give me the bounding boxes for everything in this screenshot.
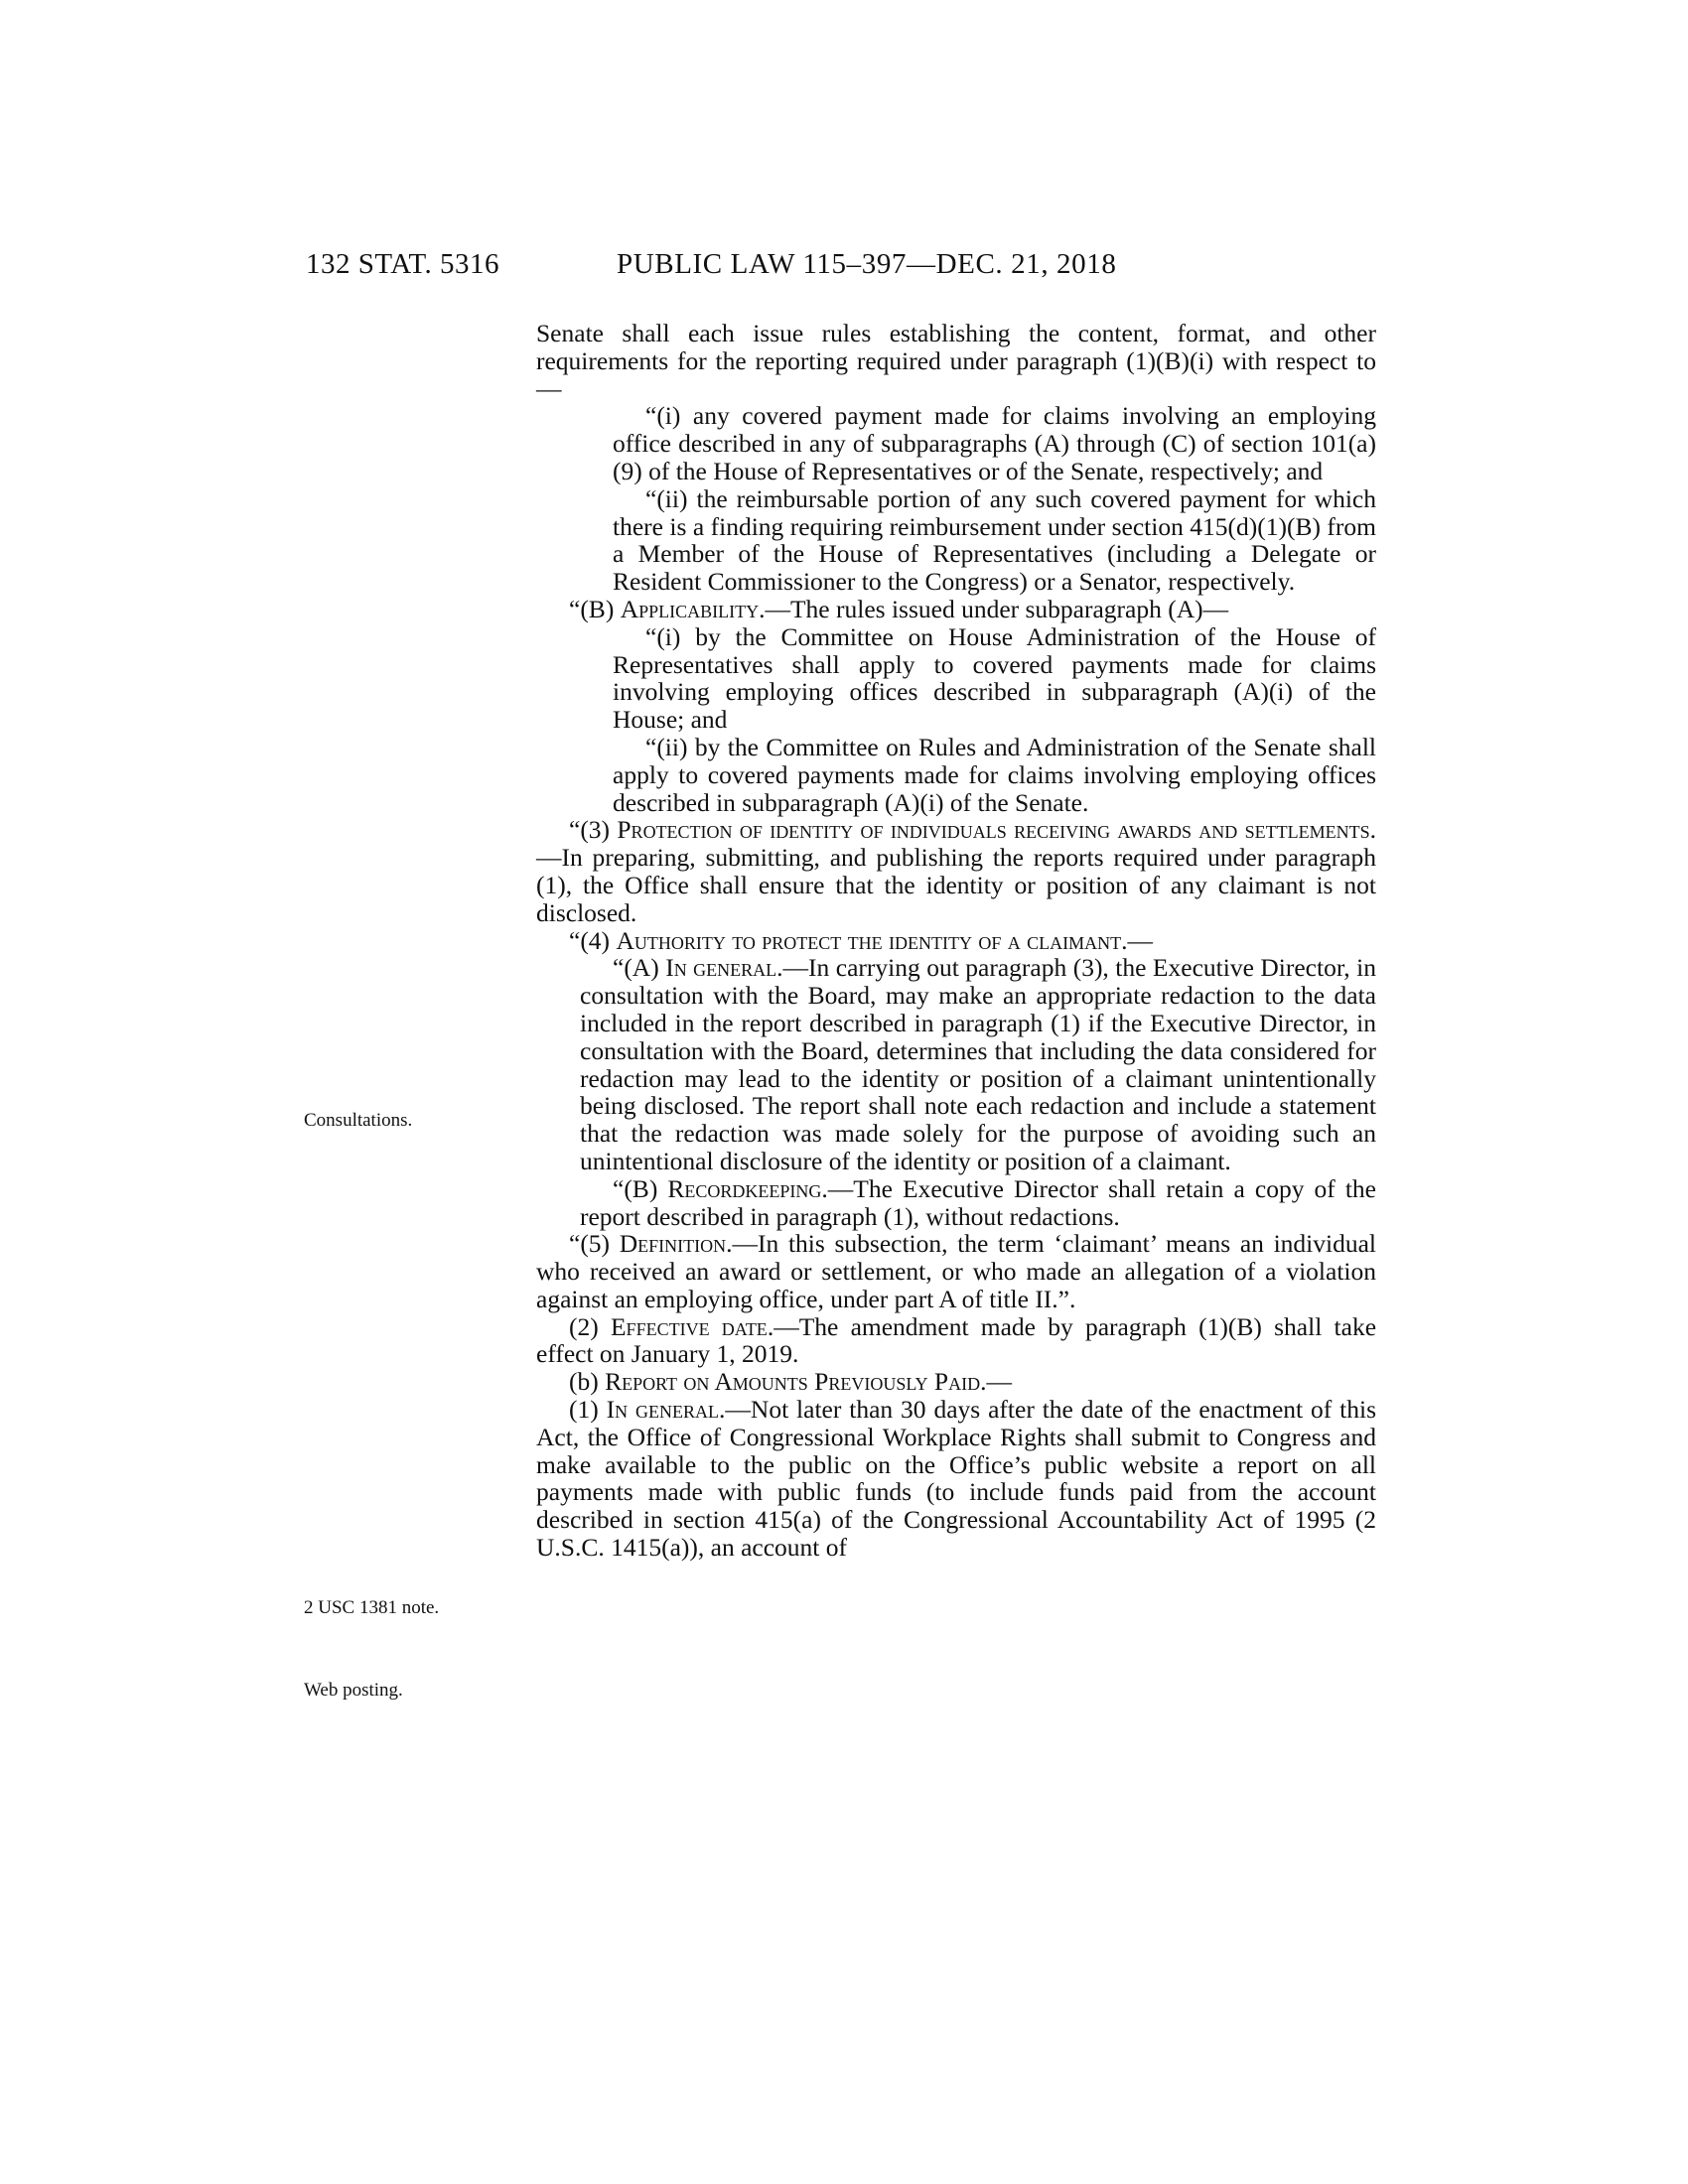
section-heading: Applicability [620, 594, 760, 623]
subparagraph-b-recordkeeping [536, 1175, 1376, 1231]
paragraph-2-effective-date [536, 1313, 1376, 1369]
section-heading: Authority to protect the identity of a claimant [616, 925, 1122, 955]
clause-i-covered-payment: “(i) any covered payment made for claims involving an employing office described in any of subparagraphs (A) through (C) of section 101(a)(9) of the House of Representatives or of the Senate, respectively; and [613, 401, 1376, 485]
section-lead: “(3) [569, 815, 618, 845]
section-heading: In general [665, 953, 777, 983]
paragraph-1-in-general [536, 1396, 1376, 1562]
margin-note-consultations: Consultations. [304, 1110, 413, 1131]
section-heading: Protection of identity of individuals receiving awards and settlements [617, 815, 1370, 845]
section-heading: Effective date [610, 1311, 768, 1341]
section-lead: (1) [569, 1395, 607, 1425]
section-lead: “(5) [569, 1229, 620, 1259]
section-text: .—The Executive Director shall retain a copy of the report described in paragraph (1), without redactions. [580, 1173, 1377, 1231]
statute-page-reference: 132 STAT. 5316 [306, 248, 500, 280]
section-lead: “(B) [613, 1173, 668, 1203]
section-heading: In general [606, 1395, 720, 1425]
clause-ii-senate-rules: “(ii) by the Committee on Rules and Administration of the Senate shall apply to covered payments made for claims involving employing offices described in subparagraph (A)(i) of the Senate. [613, 732, 1376, 817]
section-text: .—Not later than 30 days after the date of the enactment of this Act, the Office of Congressional Workplace Rights shall submit to Congress and make available to the public on the Office’s public website a report on all payments made with public funds (to include funds paid from the account described in section 415(a) of the Congressional Accountability Act of 1995 (2 U.S.C. 1415(a)), an account of [536, 1395, 1377, 1563]
section-lead: (2) [569, 1311, 611, 1341]
section-text: .— [1121, 925, 1153, 955]
margin-note-web-posting: Web posting. [304, 1680, 403, 1701]
paragraph-3-protection-of-identity [536, 816, 1376, 926]
statute-body [536, 320, 1376, 1562]
subparagraph-a-in-general [536, 954, 1376, 1174]
public-law-title: PUBLIC LAW 115–397—DEC. 21, 2018 [617, 248, 1117, 280]
section-text: .—The amendment made by paragraph (1)(B) shall take effect on January 1, 2019. [536, 1311, 1377, 1369]
margin-notes [304, 0, 522, 2184]
paragraph-4-authority [536, 927, 1376, 955]
section-lead: “(B) [569, 594, 621, 623]
section-heading: Definition [619, 1229, 727, 1259]
section-text: .—The rules issued under subparagraph (A)— [759, 594, 1229, 623]
section-heading: Report on Amounts Previously Paid [605, 1367, 981, 1397]
section-lead: “(A) [613, 953, 666, 983]
section-text: .— [980, 1367, 1012, 1397]
section-text: .—In this subsection, the term ‘claimant’ means an individual who received an award or settlement, or who made an allegation of a violation against an employing office, under part A of title II.”. [536, 1229, 1377, 1313]
clause-i-house-administration: “(i) by the Committee on House Administration of the House of Representatives shall apply to covered payments made for claims involving employing offices described in subparagraph (A)(i) of the House; and [613, 621, 1376, 735]
page-header [0, 248, 1688, 288]
section-text: .—In carrying out paragraph (3), the Executive Director, in consultation with the Board, may make an appropriate redaction to the data included in the report described in paragraph (1) if the Executive Director, in consultation with the Board, determines that including the data considered for redaction may lead to the identity or position of a claimant unintentionally being disclosed. The report shall note each redaction and include a statement that the redaction was made solely for the purpose of avoiding such an unintentional disclosure of the identity or position of a claimant. [580, 953, 1376, 1175]
paragraph-rules-intro: Senate shall each issue rules establishing the content, format, and other requirements for the reporting required under paragraph (1)(B)(i) with respect to— [536, 319, 1376, 403]
clause-ii-reimbursable-portion: “(ii) the reimbursable portion of any such covered payment for which there is a finding requiring reimbursement under section 415(d)(1)(B) from a Member of the House of Representatives (including a Delegate or Resident Commissioner to the Congress) or a Senator, respectively. [613, 483, 1376, 597]
section-lead: (b) [569, 1367, 606, 1397]
margin-note-usc: 2 USC 1381 note. [304, 1597, 440, 1618]
section-heading: Recordkeeping [667, 1173, 822, 1203]
subparagraph-b-applicability [536, 596, 1376, 623]
paragraph-5-definition [536, 1230, 1376, 1312]
section-text: .—In preparing, submitting, and publishing the reports required under paragraph (1), the Office shall ensure that the identity or position of any claimant is not disclosed. [536, 815, 1376, 927]
subsection-b-report-heading [536, 1368, 1376, 1396]
section-lead: “(4) [569, 925, 617, 955]
